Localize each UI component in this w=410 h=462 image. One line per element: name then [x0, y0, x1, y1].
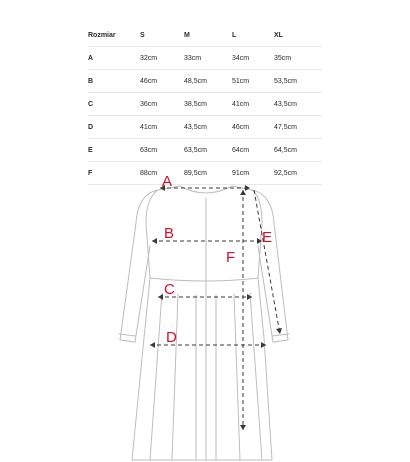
cell-value: 88cm [140, 162, 184, 185]
cell-value: 63cm [140, 139, 184, 162]
table-row [88, 47, 322, 70]
row-label: A [88, 47, 140, 70]
cell-value: 34cm [232, 47, 274, 70]
cell-value: 92,5cm [274, 162, 322, 185]
cell-value: 36cm [140, 93, 184, 116]
cell-value: 35cm [274, 47, 322, 70]
cell-value: 46cm [140, 70, 184, 93]
size-table-header-row [88, 24, 322, 47]
cell-value: 51cm [232, 70, 274, 93]
cell-value: 63,5cm [184, 139, 232, 162]
row-label: D [88, 116, 140, 139]
table-row [88, 93, 322, 116]
dress-outline [119, 186, 289, 460]
cell-value: 47,5cm [274, 116, 322, 139]
row-label: C [88, 93, 140, 116]
row-label: F [88, 162, 140, 185]
label-a: A [162, 173, 173, 190]
table-row [88, 116, 322, 139]
header-xl: XL [274, 24, 322, 47]
header-l: L [232, 24, 274, 47]
cell-value: 32cm [140, 47, 184, 70]
cell-value: 53,5cm [274, 70, 322, 93]
cell-value: 38,5cm [184, 93, 232, 116]
size-table [88, 24, 322, 185]
label-d: D [166, 329, 177, 346]
cell-value: 43,5cm [184, 116, 232, 139]
cell-value: 64,5cm [274, 139, 322, 162]
table-row [88, 139, 322, 162]
cell-value: 43,5cm [274, 93, 322, 116]
label-f: F [226, 249, 236, 266]
label-b: B [164, 225, 175, 242]
row-label: E [88, 139, 140, 162]
header-m: M [184, 24, 232, 47]
row-label: B [88, 70, 140, 93]
cell-value: 33cm [184, 47, 232, 70]
cell-value: 41cm [232, 93, 274, 116]
dress-measurement-diagram [0, 168, 410, 462]
cell-value: 46cm [232, 116, 274, 139]
label-c: C [164, 281, 175, 298]
label-e: E [262, 229, 273, 246]
cell-value: 91cm [232, 162, 274, 185]
header-size: Rozmiar [88, 24, 140, 47]
cell-value: 48,5cm [184, 70, 232, 93]
cell-value: 41cm [140, 116, 184, 139]
cell-value: 89,5cm [184, 162, 232, 185]
table-row [88, 70, 322, 93]
cell-value: 64cm [232, 139, 274, 162]
header-s: S [140, 24, 184, 47]
